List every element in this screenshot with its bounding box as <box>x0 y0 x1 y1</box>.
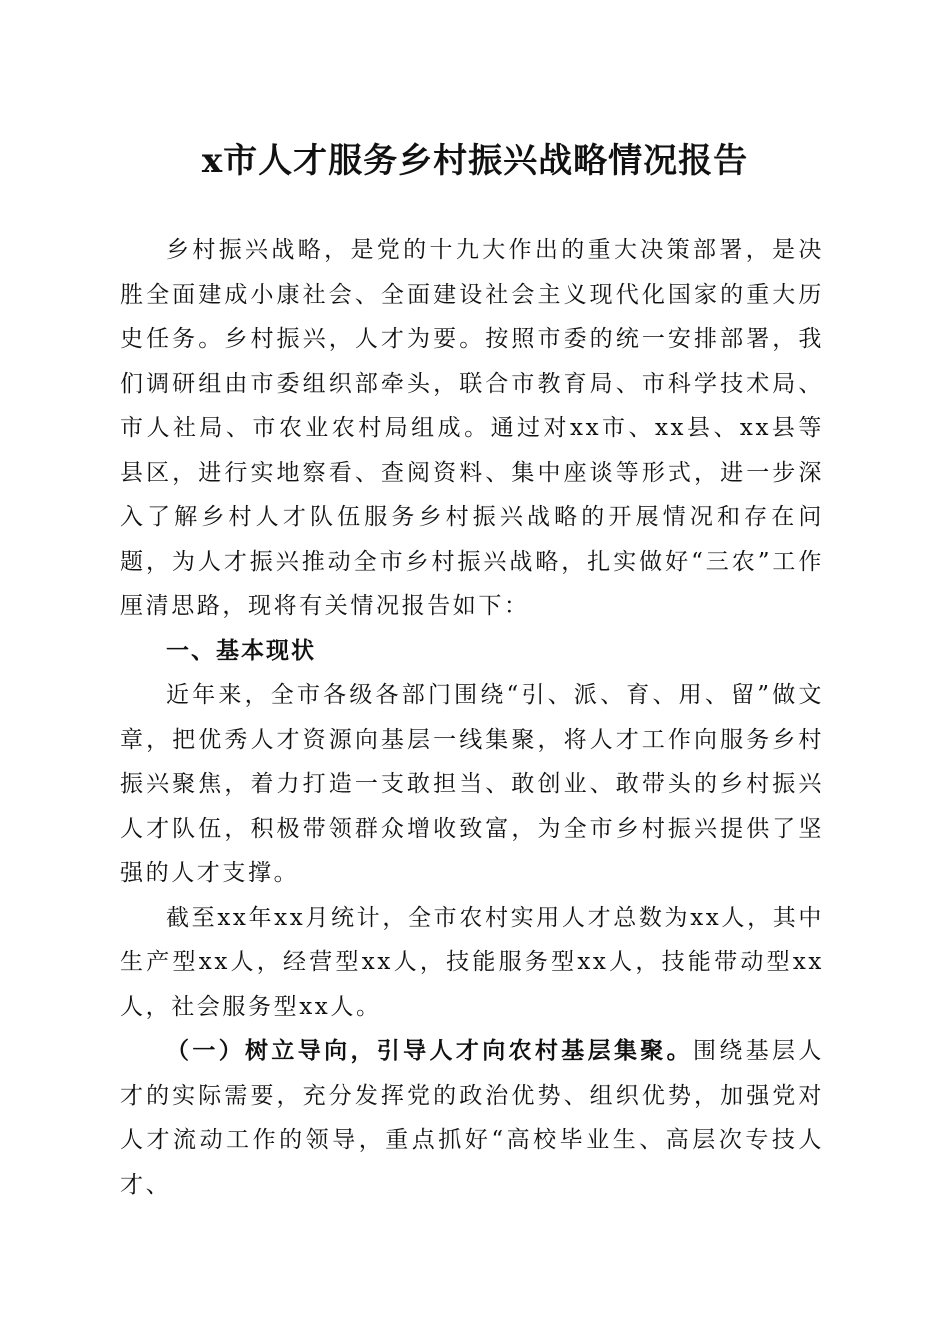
subsection-1-paragraph <box>120 1029 824 1207</box>
section-1-heading: 一、基本现状 <box>166 637 316 664</box>
section-1-paragraph-1: 近年来，全市各级各部门围绕“引、派、育、用、留”做文章，把优秀人才资源向基层一线集聚，将人才工作向服务乡村振兴聚焦，着力打造一支敢担当、敢创业、敢带头的乡村振兴人才队伍，积极带领群众增收致富，为全市乡村振兴提供了坚强的人才支撑。 <box>120 682 824 886</box>
subsection-1-heading: （一）树立导向，引导人才向农村基层集聚。 <box>166 1037 693 1064</box>
document-body <box>120 228 824 1207</box>
document-title: x市人才服务乡村振兴战略情况报告 <box>201 141 749 181</box>
intro-paragraph: 乡村振兴战略，是党的十九大作出的重大决策部署，是决胜全面建成小康社会、全面建设社会主义现代化国家的重大历史任务。乡村振兴，人才为要。按照市委的统一安排部署，我们调研组由市委组织部牵头，联合市教育局、市科学技术局、市人社局、市农业农村局组成。通过对xx市、xx县、xx县等县区，进行实地察看、查阅资料、集中座谈等形式，进一步深入了解乡村人才队伍服务乡村振兴战略的开展情况和存在问题，为人才振兴推动全市乡村振兴战略，扎实做好“三农”工作厘清思路，现将有关情况报告如下： <box>120 237 824 619</box>
section-1-paragraph-2: 截至xx年xx月统计，全市农村实用人才总数为xx人，其中生产型xx人，经营型xx人，技能服务型xx人，技能带动型xx人，社会服务型xx人。 <box>120 904 824 1020</box>
subsection-1-text: 围绕基层人才的实际需要，充分发挥党的政治优势、组织优势，加强党对人才流动工作的领导，重点抓好“高校毕业生、高层次专技人才、 <box>120 1038 824 1198</box>
